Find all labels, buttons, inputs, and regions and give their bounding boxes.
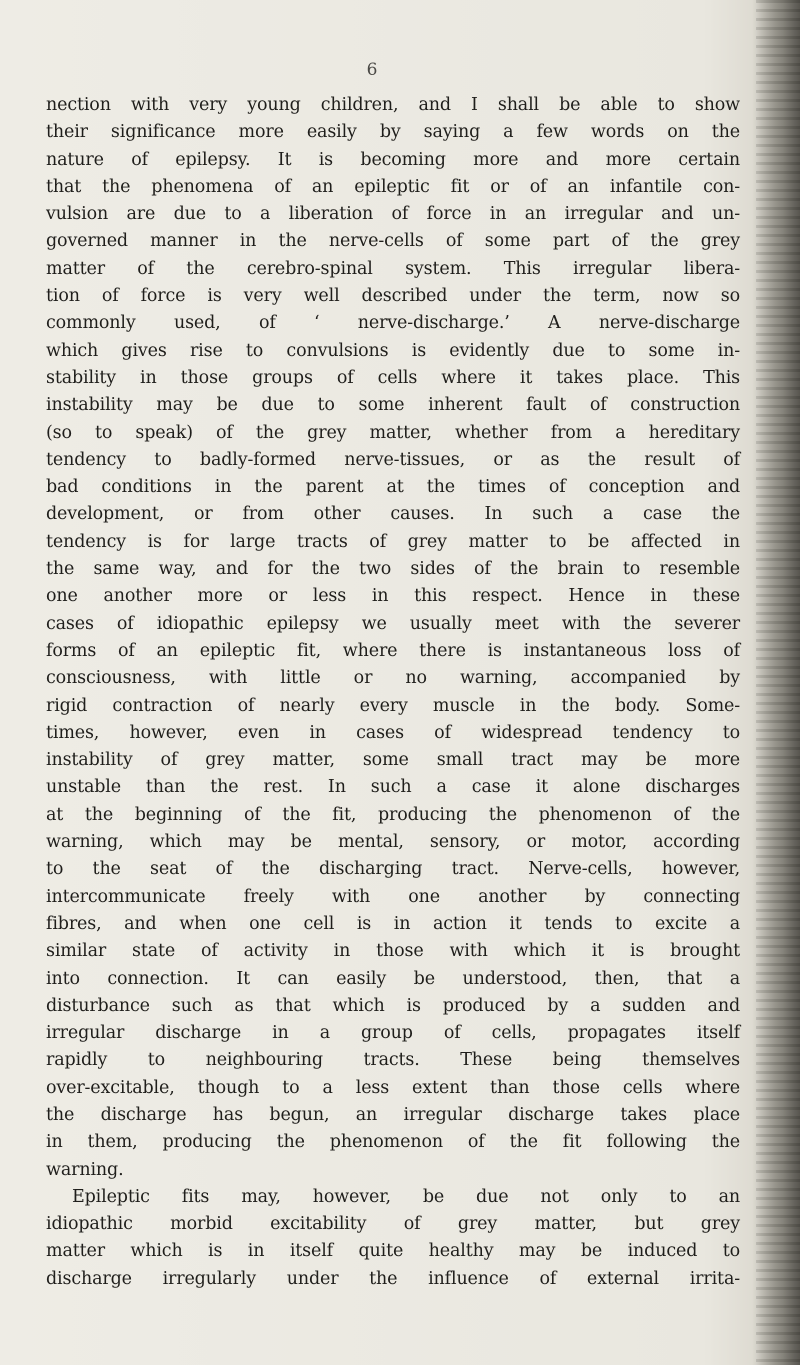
text-line: matter which is in itself quite healthy may be induced to [46,1241,740,1262]
text-line: forms of an epileptic fit, where there is instantaneous loss of [46,640,740,661]
text-line: intercommunicate freely with one another by connecting [46,886,740,907]
text-line: commonly used, of ‘ nerve-discharge.’ A nerve-discharge [46,313,740,334]
text-line: instability may be due to some inherent fault of construction [46,395,740,416]
text-line: tendency is for large tracts of grey matter to be affected in [46,531,740,552]
text-line: into connection. It can easily be understood, then, that a [46,968,740,989]
text-line: tion of force is very well described under the term, now so [46,286,740,307]
text-line: (so to speak) of the grey matter, whether from a hereditary [46,422,740,443]
body-text [46,92,740,1293]
text-line: rigid contraction of nearly every muscle in the body. Some- [46,695,740,716]
text-line: warning. [46,1159,124,1180]
text-line: which gives rise to convulsions is evidently due to some in- [46,340,740,361]
text-line: nection with very young children, and I shall be able to show [46,95,740,115]
text-line: times, however, even in cases of widespread tendency to [46,722,740,743]
text-line: nature of epilepsy. It is becoming more and more certain [46,149,740,170]
text-line: governed manner in the nerve-cells of some part of the grey [46,231,740,252]
text-line: rapidly to neighbouring tracts. These being themselves [46,1050,740,1071]
text-line: vulsion are due to a liberation of force in an irregular and un- [46,204,740,225]
text-line: matter of the cerebro-spinal system. This irregular libera- [46,258,740,279]
text-line: discharge irregularly under the influence of external irrita- [46,1268,740,1289]
text-line: similar state of activity in those with which it is brought [46,941,740,962]
text-line: cases of idiopathic epilepsy we usually meet with the severer [46,613,740,634]
page-number: 6 [366,60,378,80]
text-line: instability of grey matter, some small tract may be more [46,750,740,771]
text-line: at the beginning of the fit, producing the phenomenon of the [46,804,740,825]
text-line: unstable than the rest. In such a case it alone discharges [46,777,740,798]
text-line: Epileptic fits may, however, be due not only to an [72,1186,740,1207]
page-binding-edge [756,0,800,1365]
text-line: that the phenomena of an epileptic fit or of an infantile con- [46,176,740,197]
text-line: one another more or less in this respect. Hence in these [46,586,740,607]
text-line: irregular discharge in a group of cells, propagates itself [46,1023,740,1044]
text-line: consciousness, with little or no warning, accompanied by [46,668,740,689]
text-line: their significance more easily by saying a few words on the [46,122,740,143]
text-line: idiopathic morbid excitability of grey matter, but grey [46,1214,740,1235]
text-line: disturbance such as that which is produced by a sudden and [46,995,740,1016]
text-line: the same way, and for the two sides of the brain to resemble [46,559,740,580]
text-line: in them, producing the phenomenon of the fit following the [46,1132,740,1153]
text-line: warning, which may be mental, sensory, or motor, according [46,832,740,853]
text-line: to the seat of the discharging tract. Nerve-cells, however, [46,859,740,880]
text-line: development, or from other causes. In such a case the [46,504,740,525]
text-line: bad conditions in the parent at the times of conception and [46,477,740,498]
text-line: over-excitable, though to a less extent than those cells where [46,1077,740,1098]
text-line: fibres, and when one cell is in action it tends to excite a [46,913,740,934]
text-line: tendency to badly-formed nerve-tissues, or as the result of [46,449,740,470]
text-line: stability in those groups of cells where it takes place. This [46,367,740,388]
text-line: the discharge has begun, an irregular discharge takes place [46,1104,740,1125]
